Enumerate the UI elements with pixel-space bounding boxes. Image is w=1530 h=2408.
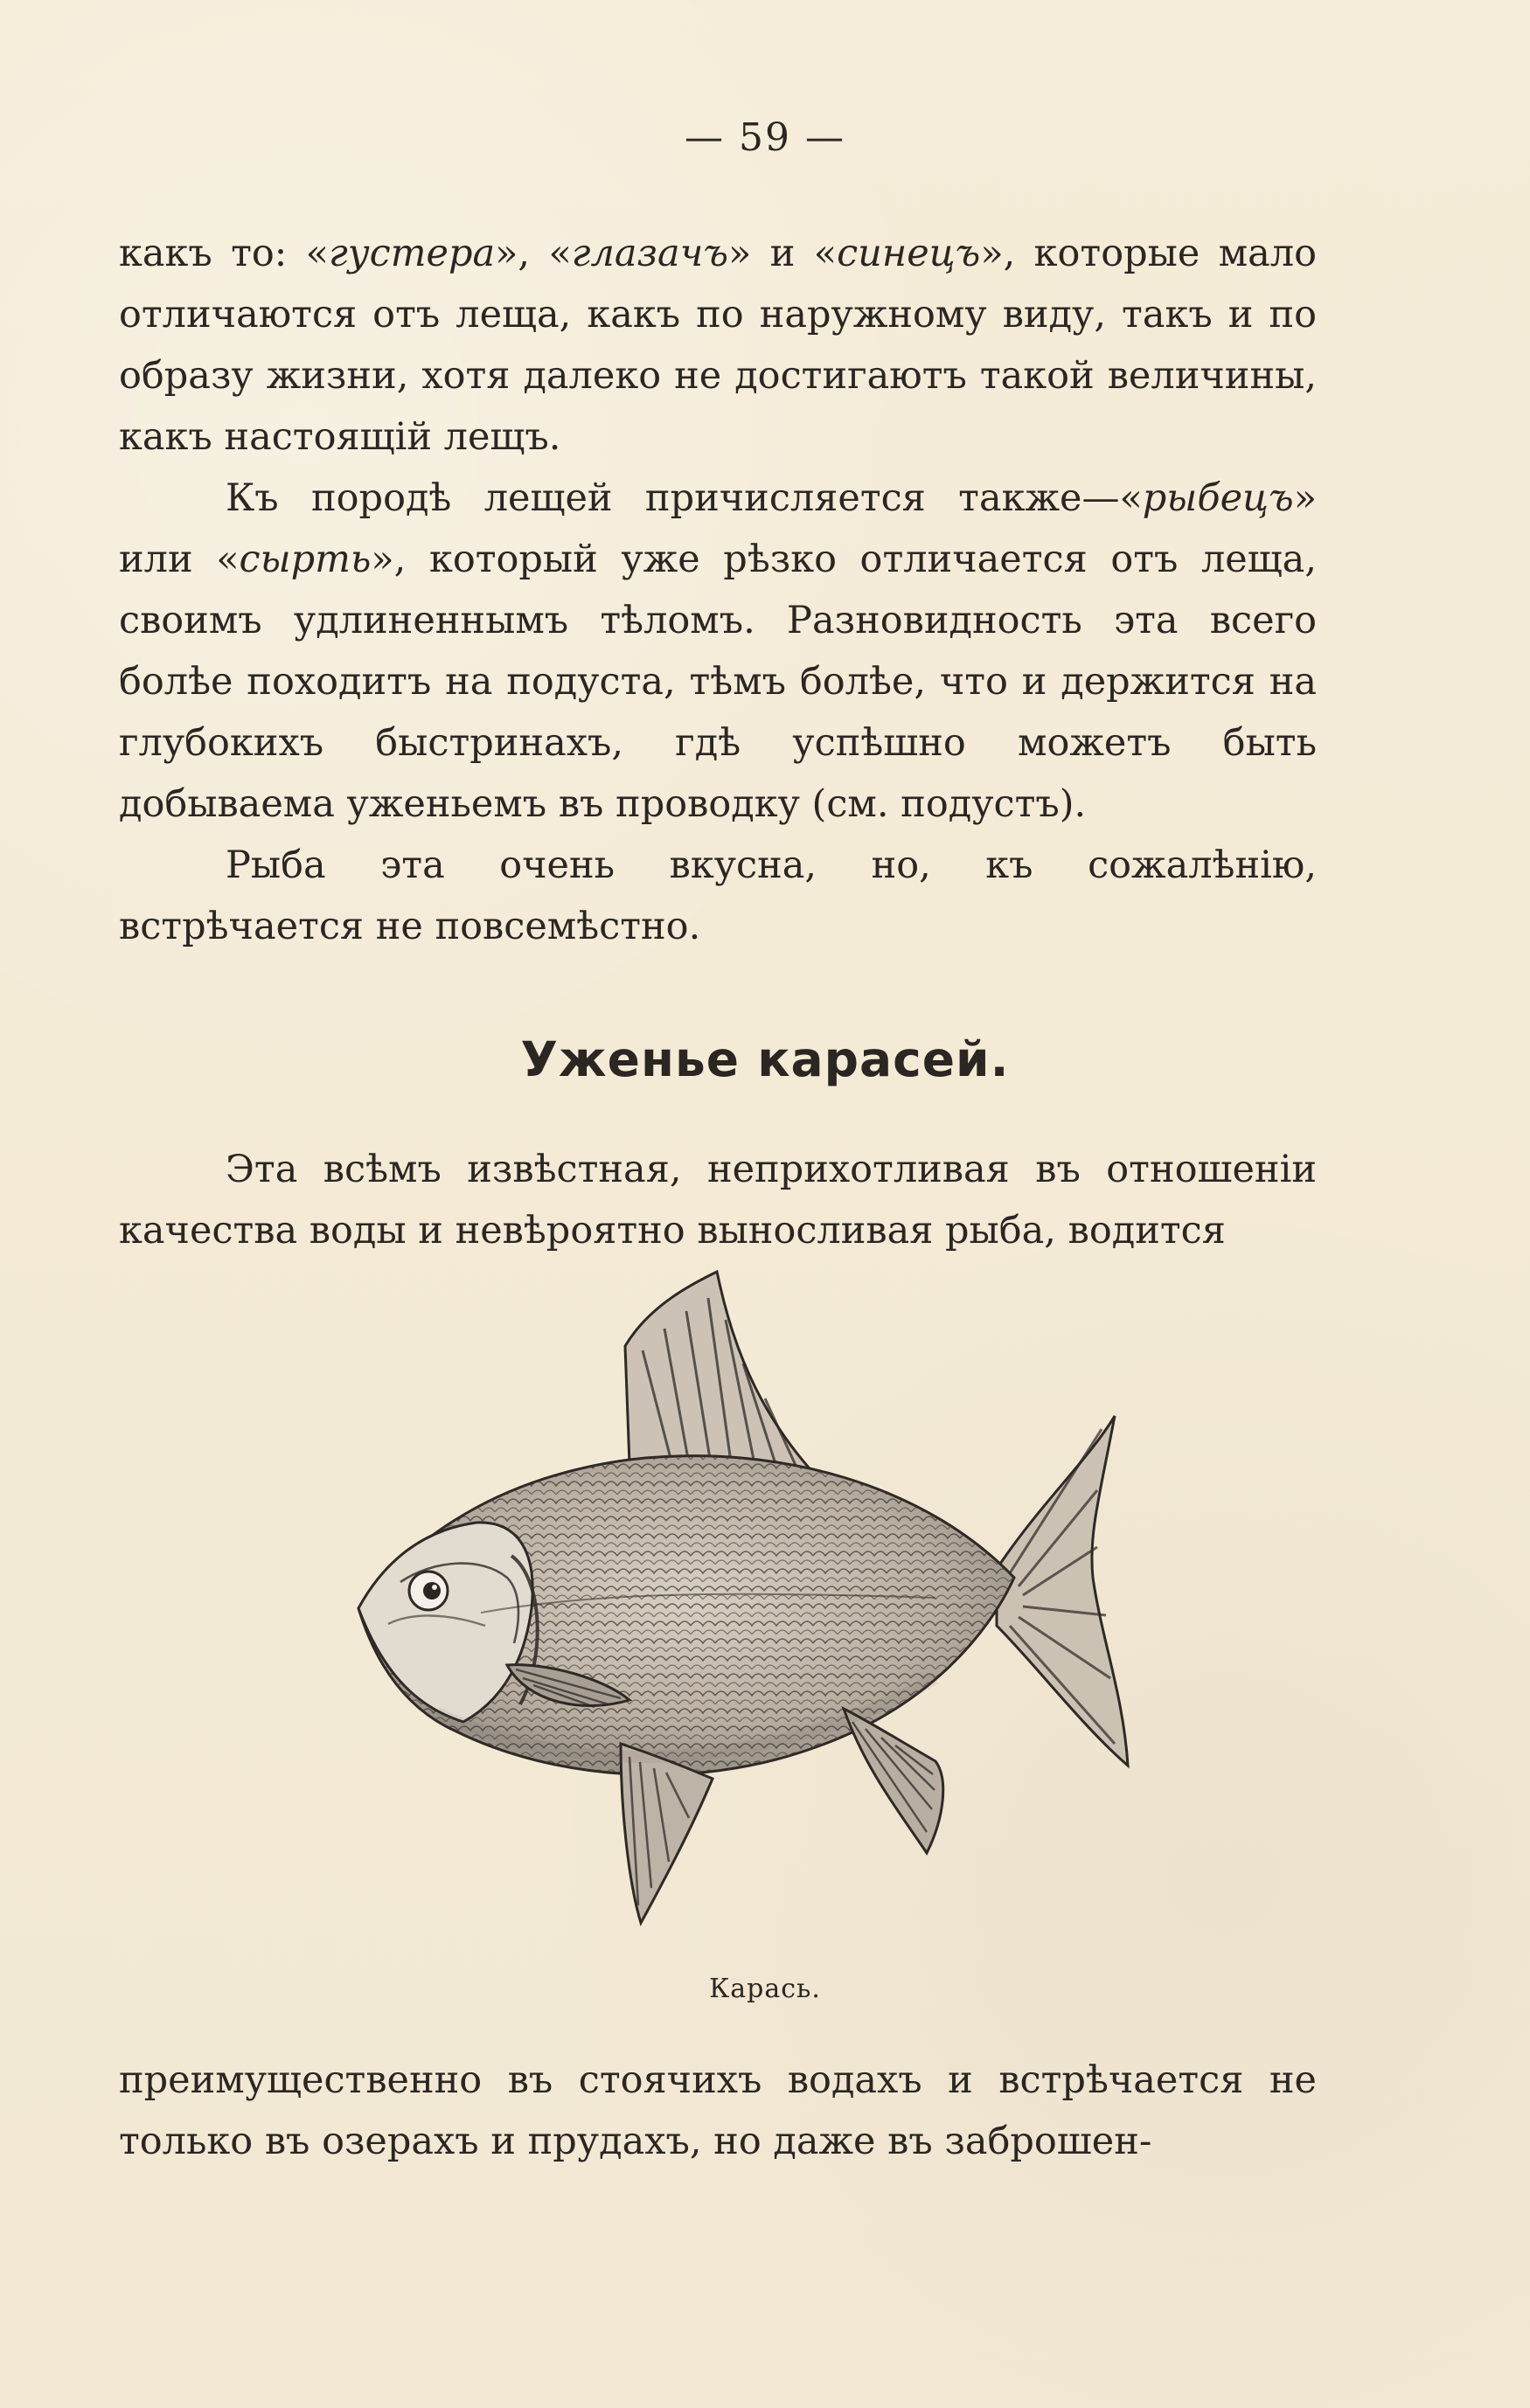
fish-name-gustera: густера	[328, 232, 496, 275]
carp-text-block	[119, 223, 1317, 957]
fish-name-glazach: глазачъ	[571, 232, 729, 275]
paragraph-1	[119, 223, 1317, 468]
section-heading: Уженье карасей.	[520, 1031, 1010, 1087]
section-intro	[119, 1139, 1317, 1261]
tail-fin	[997, 1416, 1128, 1766]
continuation-paragraph: преимущественно въ стоячихъ водахъ и встрѣчается не только въ озерахъ и прудахъ, но даже въ заброшен-	[119, 2058, 1317, 2163]
illustration-caption: Карась.	[709, 1974, 821, 2004]
paragraph-1-part-2: », «	[495, 232, 572, 275]
paragraph-2	[119, 468, 1317, 835]
continuation-text	[119, 2050, 1317, 2172]
fish-name-sinets: синецъ	[837, 232, 981, 275]
paragraph-1-part-1: какъ то: «	[119, 232, 329, 275]
section-intro-paragraph: Эта всѣмъ извѣстная, неприхотливая въ отношеніи качества воды и невѣроятно выносливая рыба, водится	[119, 1148, 1317, 1253]
paragraph-1-part-4: », которые мало отличаются отъ леща, какъ по наружному виду, такъ и по образу жизни, хотя далеко не достигаютъ такой величины, какъ настоящій лещъ.	[119, 232, 1317, 459]
carp-drawing	[323, 1267, 1145, 1984]
paragraph-2-part-1: Къ породѣ лещей причисляется также—«	[226, 476, 1143, 520]
fish-name-rybets: рыбецъ	[1142, 476, 1294, 520]
fish-name-syrt: сырть	[239, 538, 372, 581]
paragraph-1-part-3: » и «	[728, 232, 838, 275]
paragraph-2-part-2: » или «	[119, 476, 1317, 581]
paragraph-2-part-3: », который уже рѣзко отличается отъ леща, своимъ удлиненнымъ тѣломъ. Разновидность эта всего болѣе походитъ на подуста, тѣмъ болѣе, что и держится на глубокихъ быстринахъ, гдѣ успѣшно можетъ быть добываема уженьемъ въ проводку (см. подустъ).	[119, 538, 1317, 826]
carp-illustration	[323, 1267, 1145, 1984]
paragraph-3: Рыба эта очень вкусна, но, къ сожалѣнію, встрѣчается не повсемѣстно.	[119, 843, 1317, 948]
page-number: — 59 —	[685, 115, 845, 160]
